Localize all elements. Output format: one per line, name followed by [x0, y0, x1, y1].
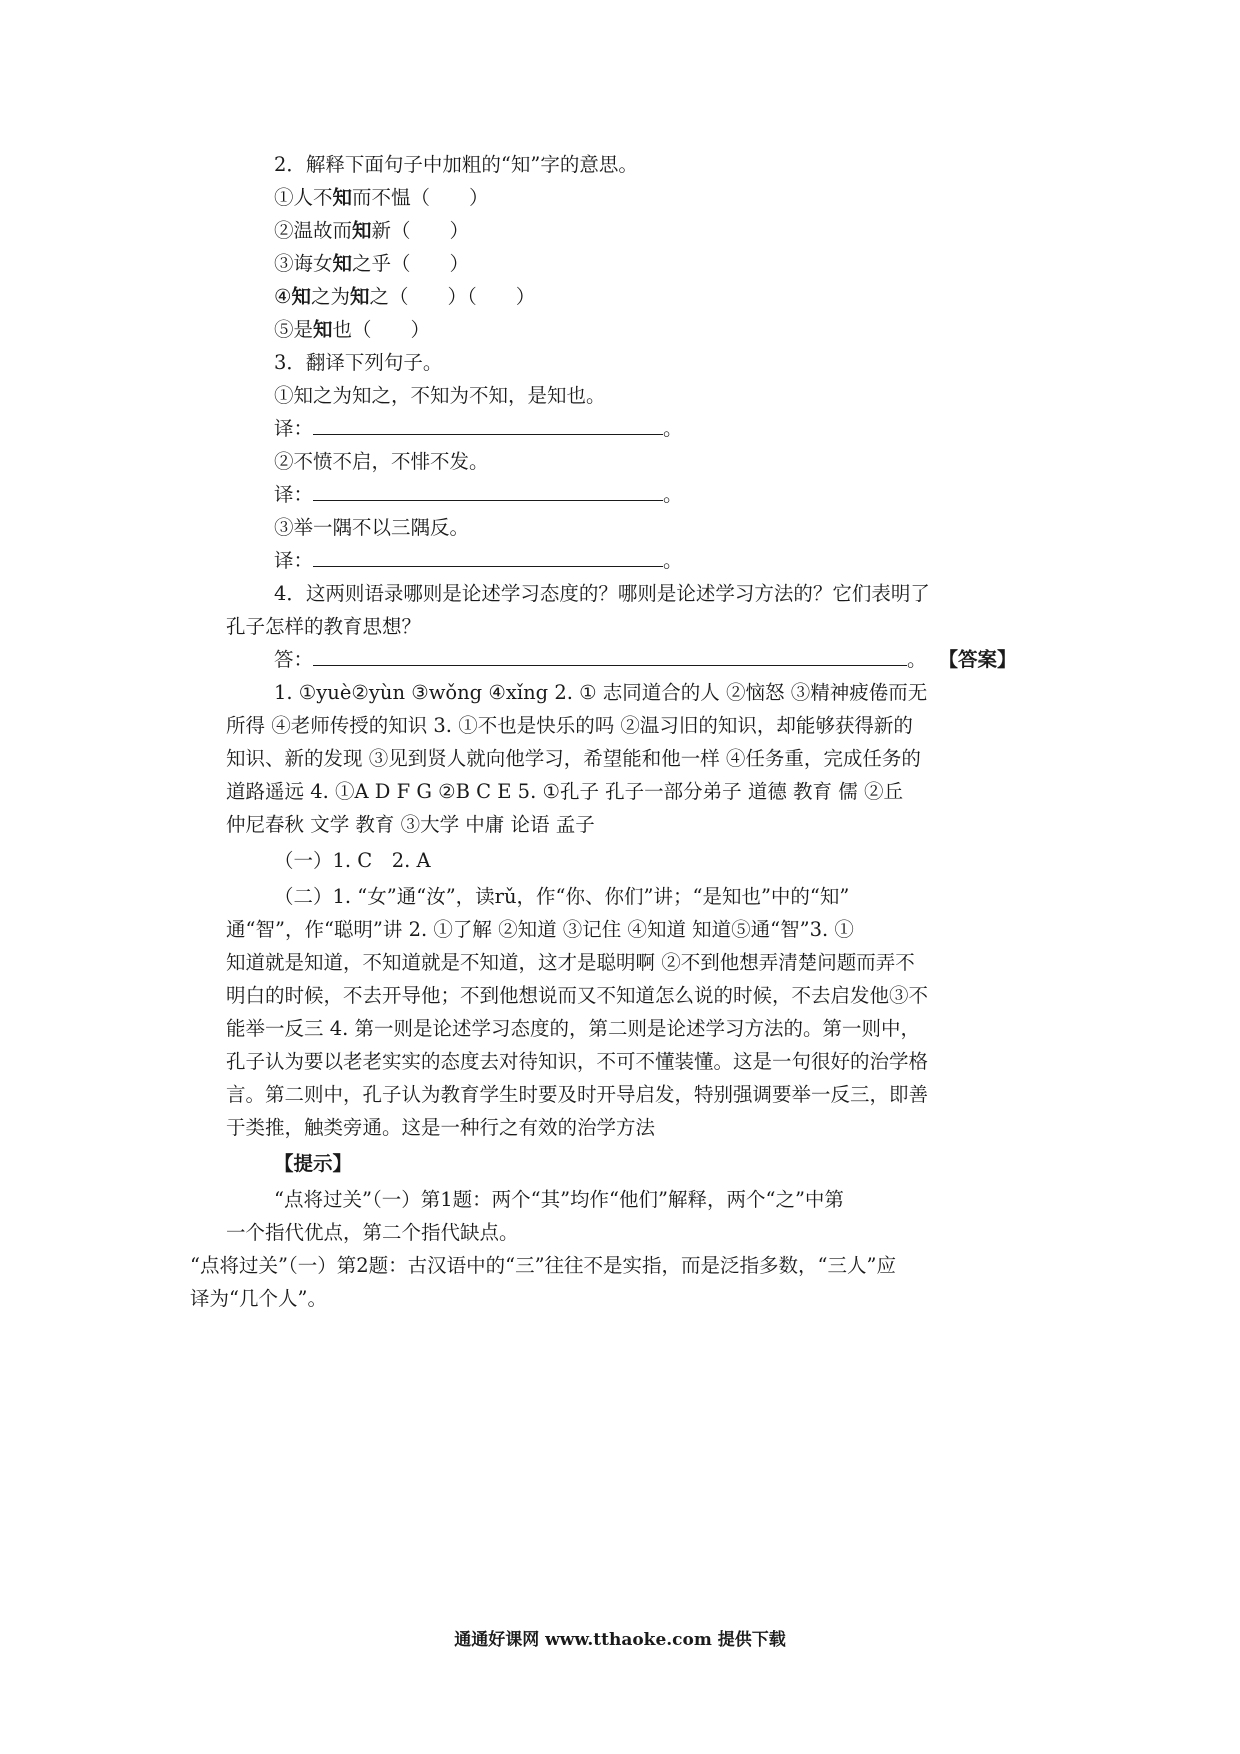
- q4-line-2: 孔子怎样的教育思想？: [226, 615, 422, 638]
- answer-line: 道路遥远 4. ①A D F G ②B C E 5. ①孔子 孔子一部分弟子 道德 教育 儒 ②丘: [226, 780, 903, 803]
- hint-line: “点将过关”（一）第1题：两个“其”均作“他们”解释，两个“之”中第: [274, 1188, 844, 1211]
- q2-title: 2．解释下面句子中加粗的“知”字的意思。: [274, 153, 638, 176]
- answer-blank[interactable]: [313, 647, 907, 666]
- q2-item-5: ⑤是知也（ ）: [274, 318, 431, 341]
- page-footer: 通通好课网 www.tthaoke.com 提供下载: [454, 1630, 786, 1650]
- q3-translation-3: 译： 。: [274, 549, 683, 572]
- q3-translation-1: 译： 。: [274, 417, 683, 440]
- q3-title: 3．翻译下列句子。: [274, 351, 443, 374]
- answer-line: 于类推，触类旁通。这是一种行之有效的治学方法: [226, 1116, 656, 1139]
- q3-translation-2: 译： 。: [274, 483, 683, 506]
- q2-item-4: ④知之为知之（ ）（ ）: [274, 285, 536, 308]
- translation-blank[interactable]: [313, 482, 663, 501]
- q2-item-2: ②温故而知新（ ）: [274, 219, 470, 242]
- answer-line: 孔子认为要以老老实实的态度去对待知识，不可不懂装懂。这是一句很好的治学格: [226, 1050, 929, 1073]
- answer-line: 所得 ④老师传授的知识 3. ①不也是快乐的吗 ②温习旧的知识，却能够获得新的: [226, 714, 913, 737]
- answer-line: 知识、新的发现 ③见到贤人就向他学习，希望能和他一样 ④任务重，完成任务的: [226, 747, 921, 770]
- answer-line: 通“智”，作“聪明”讲 2. ①了解 ②知道 ③记住 ④知道 知道⑤通“智”3. ①: [226, 918, 854, 941]
- q4-line-1: 4．这两则语录哪则是论述学习态度的？哪则是论述学习方法的？它们表明了: [274, 582, 930, 605]
- q4-answer-line: 答： 。 【答案】: [274, 648, 1017, 671]
- answer-line: 1. ①yuè②yùn ③wǒng ④xǐng 2. ① 志同道合的人 ②恼怒 ③精神疲倦而无: [274, 681, 928, 704]
- answer-line: 言。第二则中，孔子认为教育学生时要及时开导启发，特别强调要举一反三，即善: [226, 1083, 929, 1106]
- hint-line: 一个指代优点，第二个指代缺点。: [226, 1221, 519, 1244]
- hint-line: 译为“几个人”。: [190, 1287, 327, 1310]
- answer-line: 能举一反三 4. 第一则是论述学习态度的，第二则是论述学习方法的。第一则中，: [226, 1017, 921, 1040]
- q3-sentence-1: ①知之为知之，不知为不知，是知也。: [274, 384, 606, 407]
- q2-item-1: ①人不知而不愠（ ）: [274, 186, 489, 209]
- answer-line: （一）1. C 2. A: [274, 849, 431, 872]
- translation-blank[interactable]: [313, 548, 663, 567]
- hints-heading: 【提示】: [274, 1152, 353, 1175]
- q3-sentence-3: ③举一隅不以三隅反。: [274, 516, 470, 539]
- answer-heading: 【答案】: [938, 648, 1017, 671]
- answer-line: 明白的时候，不去开导他；不到他想说而又不知道怎么说的时候，不去启发他③不: [226, 984, 929, 1007]
- translation-blank[interactable]: [313, 416, 663, 435]
- q3-sentence-2: ②不愤不启，不悱不发。: [274, 450, 489, 473]
- hint-line: “点将过关”（一）第2题：古汉语中的“三”往往不是实指，而是泛指多数，“三人”应: [190, 1254, 896, 1277]
- answer-line: 仲尼春秋 文学 教育 ③大学 中庸 论语 孟子: [226, 813, 595, 836]
- q2-item-3: ③诲女知之乎（ ）: [274, 252, 470, 275]
- answer-line: 知道就是知道，不知道就是不知道，这才是聪明啊 ②不到他想弄清楚问题而弄不: [226, 951, 915, 974]
- answer-line: （二）1. “女”通“汝”，读rǔ，作“你、你们”讲；“是知也”中的“知”: [274, 885, 850, 908]
